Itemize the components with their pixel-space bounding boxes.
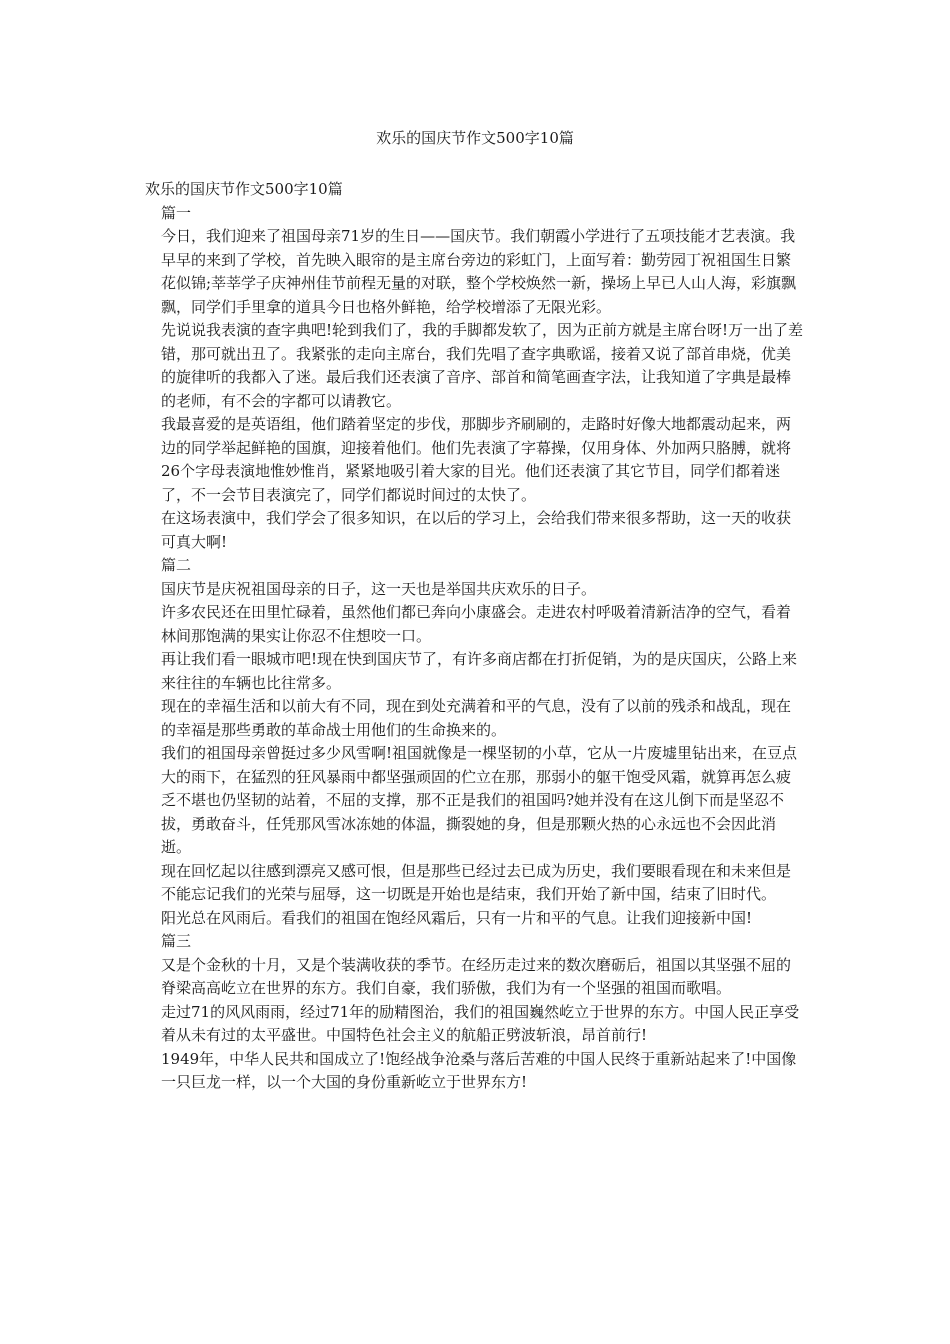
paragraph: 现在回忆起以往感到漂亮又感可恨，但是那些已经过去已成为历史，我们要眼看现在和未来但是不能忘记我们的光荣与屈辱，这一切既是开始也是结束，我们开始了新中国，结束了旧时代。: [161, 861, 792, 903]
paragraph: 现在的幸福生活和以前大有不同，现在到处充满着和平的气息，没有了以前的残杀和战乱，现在的幸福是那些勇敢的革命战士用他们的生命换来的。: [161, 697, 792, 739]
paragraph: 走过71的风风雨雨，经过71年的励精图治，我们的祖国巍然屹立于世界的东方。中国人民正享受着从未有过的太平盛世。中国特色社会主义的航船正劈波斩浪，昂首前行!: [161, 1002, 800, 1044]
paragraph: 先说说我表演的查字典吧!轮到我们了，我的手脚都发软了，因为正前方就是主席台呀!万一出了差错，那可就出丑了。我紧张的走向主席台，我们先唱了查字典歌谣，接着又说了部首串烧，优美的旋律听的我都入了迷。最后我们还表演了音序、部首和简笔画查字法，让我知道了字典是最棒的老师，有不会的字都可以请教它。: [161, 321, 804, 410]
section-label: 篇三: [161, 932, 192, 950]
document-body: [145, 178, 805, 1095]
paragraph: 国庆节是庆祝祖国母亲的日子，这一天也是举国共庆欢乐的日子。: [161, 579, 597, 598]
section-label: 篇一: [161, 203, 192, 222]
paragraph: 许多农民还在田里忙碌着，虽然他们都已奔向小康盛会。走进农村呼吸着清新洁净的空气，看着林间那饱满的果实让你忍不住想咬一口。: [161, 603, 792, 645]
paragraph: 再让我们看一眼城市吧!现在快到国庆节了，有许多商店都在打折促销，为的是庆国庆，公路上来来往往的车辆也比往常多。: [161, 650, 798, 692]
section-label: 篇二: [161, 556, 192, 574]
paragraph: 我们的祖国母亲曾挺过多少风雪啊!祖国就像是一棵坚韧的小草，它从一片废墟里钻出来，在豆点大的雨下，在猛烈的狂风暴雨中都坚强顽固的伫立在那，那弱小的躯干饱受风霜，就算再怎么疲乏不堪也仍坚韧的站着，不屈的支撑，那不正是我们的祖国吗?她并没有在这儿倒下而是坚忍不拔，勇敢奋斗，任凭那风雪冰冻她的体温，撕裂她的身，但是那颗火热的心永远也不会因此消逝。: [161, 744, 798, 856]
page-title: 欢乐的国庆节作文500字10篇: [376, 129, 574, 147]
document-heading: 欢乐的国庆节作文500字10篇: [145, 180, 343, 198]
paragraph: 又是个金秋的十月，又是个装满收获的季节。在经历走过来的数次磨砺后，祖国以其坚强不屈的脊梁高高屹立在世界的东方。我们自豪，我们骄傲，我们为有一个坚强的祖国而歌唱。: [161, 955, 792, 997]
paragraph: 在这场表演中，我们学会了很多知识，在以后的学习上，会给我们带来很多帮助，这一天的收获可真大啊!: [161, 509, 792, 551]
paragraph: 今日，我们迎来了祖国母亲71岁的生日——国庆节。我们朝霞小学进行了五项技能才艺表演。我早早的来到了学校，首先映入眼帘的是主席台旁边的彩虹门，上面写着：勤劳园丁祝祖国生日繁花似锦;莘莘学子庆神州佳节前程无量的对联，整个学校焕然一新，操场上早已人山人海，彩旗飘飘，同学们手里拿的道具今日也格外鲜艳，给学校增添了无限光彩。: [161, 227, 797, 316]
paragraph: 我最喜爱的是英语组，他们踏着坚定的步伐，那脚步齐刷刷的，走路时好像大地都震动起来，两边的同学举起鲜艳的国旗，迎接着他们。他们先表演了字幕操，仅用身体、外加两只胳膊，就将26个字母表演地惟妙惟肖，紧紧地吸引着大家的目光。他们还表演了其它节目，同学们都着迷了，不一会节目表演完了，同学们都说时间过的太快了。: [161, 415, 792, 504]
paragraph: 1949年，中华人民共和国成立了!饱经战争沧桑与落后苦难的中国人民终于重新站起来了!中国像一只巨龙一样，以一个大国的身份重新屹立于世界东方!: [161, 1049, 797, 1091]
paragraph: 阳光总在风雨后。看我们的祖国在饱经风霜后，只有一片和平的气息。让我们迎接新中国!: [161, 908, 753, 927]
